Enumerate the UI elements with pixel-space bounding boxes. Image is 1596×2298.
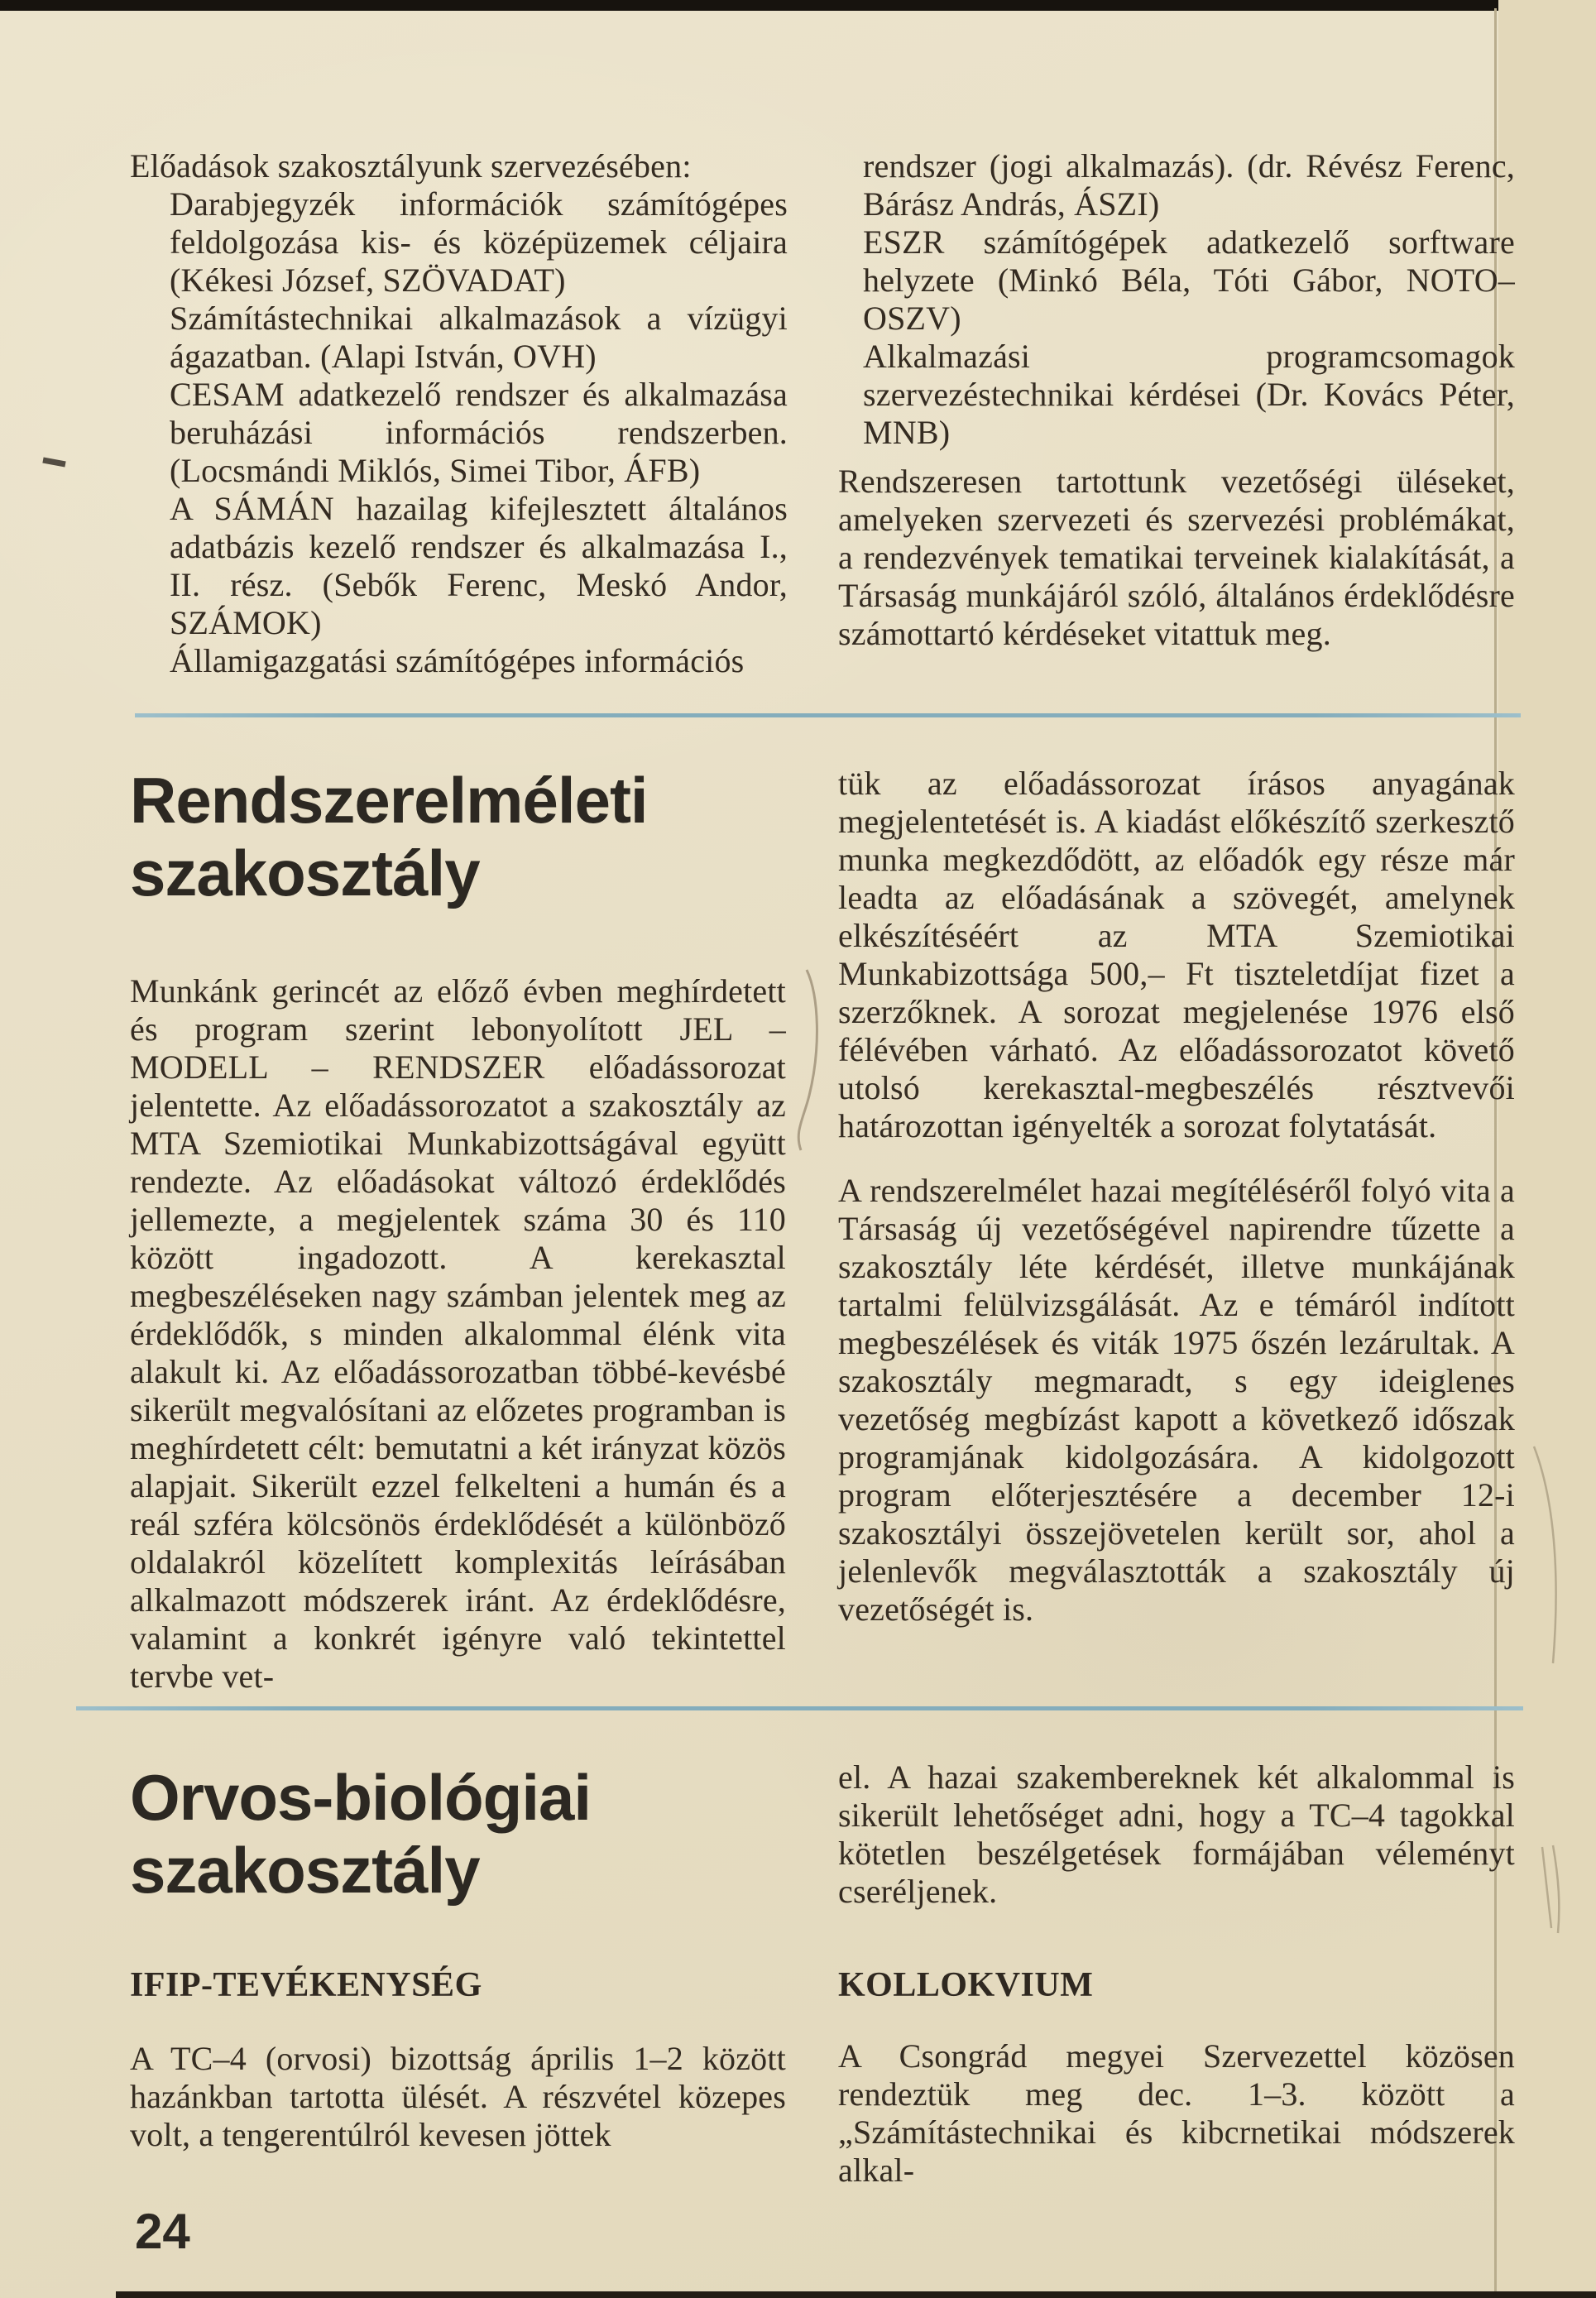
lectures-left-column xyxy=(130,147,788,680)
section-divider-1 xyxy=(135,713,1521,717)
medbio-right-lead xyxy=(838,1758,1515,1911)
medbio-left-column xyxy=(130,2040,786,2154)
medbio-section-heading: Orvos-biológiai szakosztály xyxy=(130,1761,592,1907)
scan-top-edge xyxy=(0,0,1596,11)
systems-paragraph: Munkánk gerincét az előző évben meghírdetett és program szerint lebonyolított JEL – MODELL – RENDSZER előadássorozat jelentette. Az előadássorozatot a szakosztály az MTA Szemiotikai Munkabizottságával együtt rendezte. Az előadásokat változó érdeklődés jellemezte, a megjelentek száma 30 és 110 között ingadozott. A kerekasztal megbeszéléseken nagy számban jelentek meg az érdeklődők, s minden alkalommal élénk vita alakult ki. Az előadássorozatban többé-kevésbé sikerült megvalósítani az előzetes programban is meghírdetett célt: bemutatni a két irányzat közös alapjait. Sikerült ezzel felkelteni a humán és a reál szféra kölcsönös érdeklődését a különböző oldalakról közelített komplexitás leírásában alkalmazott módszerek iránt. Az érdeklődésre, valamint a konkrét igényre való tekintettel tervbe vet- xyxy=(130,972,786,1695)
systems-left-column xyxy=(130,972,786,1696)
medbio-lead-paragraph: el. A hazai szakembereknek két alkalommal is sikerült lehetőséget adni, hogy a TC–4 tagokkal kötetlen beszélgetések formájában véleményt cseréljenek. xyxy=(838,1758,1515,1910)
section-divider-2 xyxy=(76,1706,1523,1710)
systems-paragraph: tük az előadássorozat írásos anyagának megjelentetését is. A kiadást előkészítő szerkesztő munka megkezdődött, az előadók egy része már leadta az előadásának a szövegét, amelynek elkészítéséért az MTA Szemiotikai Munkabizottsága 500,– Ft tiszteletdíjat fizet a szerzőknek. A sorozat megjelenése 1976 első félévében várható. Az előadássorozatot követő utolsó kerekasztal-megbeszélés résztvevői határozottan igényelték a sorozat folytatását. xyxy=(838,765,1515,1144)
lecture-item: ESZR számítógépek adatkezelő sorftware helyzete (Minkó Béla, Tóti Gábor, NOTO–OSZV) xyxy=(863,223,1515,337)
systems-paragraph: A rendszerelmélet hazai megítéléséről folyó vita a Társaság új vezetőségével napirendre tűzette a szakosztály léte kérdését, illetve munkájának tartalmi felülvizsgálását. Az e témáról indított megbeszélések és viták 1975 őszén lezárultak. A szakosztály megmaradt, s egy ideiglenes vezetőség megbízást kapott a következő időszak programjának kidolgozására. A kidolgozott program előterjesztésére a december 12-i szakosztályi összejövetelen került sor, ahol a jelenlevők megválasztották a szakosztály új vezetőségét is. xyxy=(838,1172,1515,1628)
lecture-item: CESAM adatkezelő rendszer és alkalmazása beruházási információs rendszerben. (Locsmándi Miklós, Simei Tibor, ÁFB) xyxy=(170,376,788,489)
kollokvium-subheading: KOLLOKVIUM xyxy=(838,1966,1094,2004)
lecture-item: Államigazgatási számítógépes információs xyxy=(170,642,745,679)
page-number: 24 xyxy=(135,2204,190,2259)
lecture-item: Alkalmazási programcsomagok szervezéstechnikai kérdései (Dr. Kovács Péter, MNB) xyxy=(863,338,1515,451)
lecture-item: A SÁMÁN hazailag kifejlesztett általános adatbázis kezelő rendszer és alkalmazása I., II. rész. (Sebők Ferenc, Meskó Andor, SZÁMOK) xyxy=(170,490,788,641)
pen-mark xyxy=(43,460,65,464)
scan-bottom-edge xyxy=(116,2291,1596,2298)
lecture-item: Darabjegyzék információk számítógépes feldolgozása kis- és középüzemek céljaira (Kékesi József, SZÖVADAT) xyxy=(170,185,788,299)
meetings-paragraph: Rendszeresen tartottunk vezetőségi üléseket, amelyeken szervezeti és szervezési problémákat, a rendezvények tematikai terveinek kialakítását, a Társaság munkájáról szóló, általános érdeklődésre számottartó kérdéseket vitattuk meg. xyxy=(838,463,1515,652)
systems-right-column xyxy=(838,765,1515,1629)
pen-mark xyxy=(798,970,817,1150)
kollokvium-paragraph: A Csongrád megyei Szervezettel közösen rendeztük meg dec. 1–3. között a „Számítástechnikai és kibcrnetikai módszerek alkal- xyxy=(838,2037,1515,2189)
lecture-item: Számítástechnikai alkalmazások a vízügyi ágazatban. (Alapi István, OVH) xyxy=(170,300,788,375)
systems-section-heading: Rendszerelméleti szakosztály xyxy=(130,764,648,909)
medbio-right-column xyxy=(838,2037,1515,2190)
lecture-item: rendszer (jogi alkalmazás). (dr. Révész Ferenc, Bárász András, ÁSZI) xyxy=(863,147,1515,223)
lectures-intro: Előadások szakosztályunk szervezésében: xyxy=(130,147,692,185)
ifip-paragraph: A TC–4 (orvosi) bizottság április 1–2 között hazánkban tartotta ülését. A részvétel közepes volt, a tengerentúlról kevesen jöttek xyxy=(130,2040,786,2153)
lectures-right-column xyxy=(838,147,1515,653)
ifip-subheading: IFIP-TEVÉKENYSÉG xyxy=(130,1966,482,2004)
